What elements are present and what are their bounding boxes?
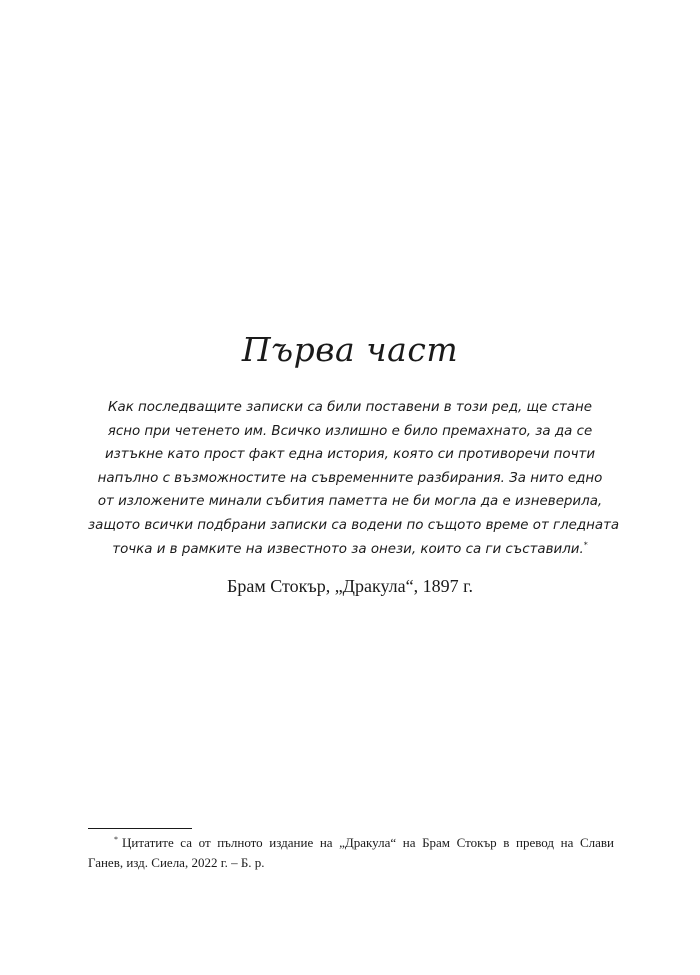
epigraph-line: от изложените минали събития паметта не би могла да е изневерила,: [97, 494, 603, 510]
epigraph-line: Как последващите записки са били поставени в този ред, ще стане: [108, 400, 592, 415]
epigraph-line: ясно при четенето им. Всичко излишно е било премахнато, за да се: [107, 423, 593, 439]
footnote-line: [88, 833, 614, 853]
footnote-line: Ганев, изд. Сиела, 2022 г. – Б. р.: [88, 855, 265, 870]
footnote: [88, 833, 614, 873]
footnote-text: Цитатите са от пълното издание на „Дракула“ на Брам Стокър в превод на Слави: [122, 835, 614, 850]
epigraph-line: защото всички подбрани записки са водени по същото време от гледната: [88, 517, 620, 533]
epigraph-line-last: [88, 538, 612, 562]
epigraph-line: напълно с възможностите на съвременните разбирания. За нито едно: [97, 470, 603, 486]
footnote-mark: *: [114, 834, 118, 844]
epigraph-line-text: точка и в рамките на известното за онези, които са ги съставили.: [112, 541, 584, 557]
footnote-separator: [88, 828, 192, 829]
epigraph-quote: [88, 396, 620, 561]
footnote-reference-mark: *: [583, 540, 588, 550]
epigraph-line: изтъкне като прост факт една история, която си противоречи почти: [104, 447, 596, 463]
quote-attribution: Брам Стокър, „Дракула“, 1897 г.: [227, 576, 473, 596]
part-title: Първа част: [241, 330, 459, 369]
